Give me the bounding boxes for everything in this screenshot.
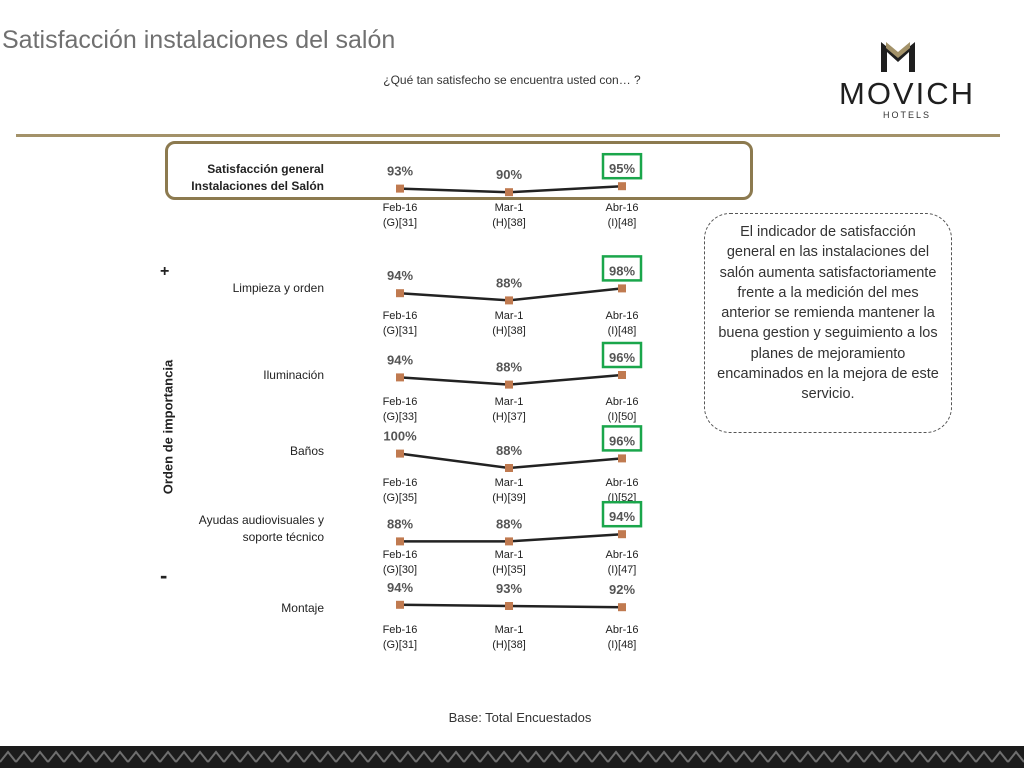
value-label-2-1: 88% bbox=[495, 359, 523, 375]
data-marker-1-2 bbox=[618, 284, 626, 292]
sample-label-1-2: (I)[48] bbox=[607, 325, 637, 337]
value-label-5-0: 94% bbox=[386, 579, 414, 595]
page-title: Satisfacción instalaciones del salón bbox=[2, 26, 396, 54]
sample-label-0-2: (I)[48] bbox=[607, 217, 637, 229]
data-marker-4-2 bbox=[618, 530, 626, 538]
sample-label-2-0: (G)[33] bbox=[382, 411, 418, 423]
row-label-limpieza: Limpieza y orden bbox=[232, 281, 324, 295]
sample-label-2-1: (H)[37] bbox=[492, 411, 526, 423]
value-label-1-2: 98% bbox=[608, 263, 636, 279]
period-label-1-1: Mar-1 bbox=[494, 310, 524, 322]
sample-label-3-1: (H)[39] bbox=[492, 492, 526, 504]
row-label-banos: Baños bbox=[289, 444, 324, 458]
data-marker-2-2 bbox=[618, 371, 626, 379]
period-label-2-0: Feb-16 bbox=[382, 396, 418, 408]
value-label-5-2: 92% bbox=[608, 582, 636, 598]
data-marker-1-1 bbox=[505, 296, 513, 304]
value-label-2-0: 94% bbox=[386, 352, 414, 368]
data-marker-4-1 bbox=[505, 537, 513, 545]
period-label-1-0: Feb-16 bbox=[382, 310, 418, 322]
value-label-3-1: 88% bbox=[495, 443, 523, 458]
sample-label-2-2: (I)[50] bbox=[607, 411, 637, 423]
period-label-3-2: Abr-16 bbox=[605, 477, 639, 489]
sample-label-4-2: (I)[47] bbox=[607, 564, 637, 576]
period-label-0-2: Abr-16 bbox=[605, 202, 639, 214]
value-label-0-1: 90% bbox=[495, 167, 523, 183]
period-label-0-1: Mar-1 bbox=[494, 202, 524, 214]
sample-label-3-2: (I)[52] bbox=[607, 492, 637, 504]
data-marker-0-1 bbox=[505, 188, 513, 196]
data-marker-2-1 bbox=[505, 381, 513, 389]
sample-label-1-1: (H)[38] bbox=[492, 325, 526, 337]
sample-label-0-0: (G)[31] bbox=[382, 217, 418, 229]
period-label-4-2: Abr-16 bbox=[605, 549, 639, 561]
value-label-1-1: 88% bbox=[495, 275, 523, 291]
value-label-0-2: 95% bbox=[608, 161, 636, 177]
survey-question: ¿Qué tan satisfecho se encuentra usted con… ? bbox=[383, 73, 641, 87]
sample-label-4-0: (G)[30] bbox=[382, 564, 418, 576]
sample-label-1-0: (G)[31] bbox=[382, 325, 418, 337]
minus-sign: - bbox=[160, 563, 168, 588]
period-label-4-0: Feb-16 bbox=[382, 549, 418, 561]
sample-label-5-2: (I)[48] bbox=[607, 639, 637, 651]
data-marker-5-1 bbox=[505, 602, 513, 610]
sample-label-4-1: (H)[35] bbox=[492, 564, 526, 576]
data-marker-3-0 bbox=[396, 450, 404, 458]
period-label-5-0: Feb-16 bbox=[382, 624, 418, 636]
row-label-general-line2: Instalaciones del Salón bbox=[191, 179, 324, 193]
sample-label-0-1: (H)[38] bbox=[492, 217, 526, 229]
period-label-2-1: Mar-1 bbox=[494, 396, 524, 408]
value-label-0-0: 93% bbox=[386, 163, 414, 179]
data-marker-4-0 bbox=[396, 537, 404, 545]
row-label-iluminacion: Iluminación bbox=[263, 368, 324, 382]
row-label-ayudas-line2: soporte técnico bbox=[242, 530, 324, 544]
value-label-3-2: 96% bbox=[608, 433, 636, 449]
value-label-4-1: 88% bbox=[495, 516, 523, 532]
period-label-4-1: Mar-1 bbox=[494, 549, 524, 561]
value-label-4-0: 88% bbox=[386, 516, 414, 532]
period-label-2-2: Abr-16 bbox=[605, 396, 639, 408]
data-marker-0-0 bbox=[396, 185, 404, 193]
value-label-2-2: 96% bbox=[608, 350, 636, 365]
footer-band bbox=[0, 746, 1024, 768]
data-marker-5-0 bbox=[396, 601, 404, 609]
value-label-4-2: 94% bbox=[608, 509, 636, 525]
period-label-0-0: Feb-16 bbox=[382, 202, 418, 214]
row-label-montaje: Montaje bbox=[281, 601, 324, 615]
data-marker-3-1 bbox=[505, 464, 513, 472]
logo-brand-text: MOVICH bbox=[839, 76, 975, 111]
sample-label-3-0: (G)[35] bbox=[382, 492, 418, 504]
base-note: Base: Total Encuestados bbox=[448, 710, 592, 725]
period-label-5-1: Mar-1 bbox=[494, 624, 524, 636]
value-label-3-0: 100% bbox=[383, 428, 417, 444]
value-label-1-0: 94% bbox=[386, 268, 414, 284]
insight-callout: El indicador de satisfacción general en las instalaciones del salón aumenta satisfactoriamente frente a la medición del mes anterior se remienda mantener la buena gestion y seguimiento a los planes de mejoramiento encaminados en la mejora de este servicio. bbox=[704, 213, 952, 433]
data-marker-0-2 bbox=[618, 182, 626, 190]
logo-sub-text: HOTELS bbox=[882, 110, 932, 120]
data-marker-5-2 bbox=[618, 603, 626, 611]
period-label-3-0: Feb-16 bbox=[382, 477, 418, 489]
importance-axis-label: Orden de importancia bbox=[160, 359, 176, 495]
row-label-general-line1: Satisfacción general bbox=[207, 162, 324, 176]
plus-sign: + bbox=[160, 263, 170, 280]
period-label-3-1: Mar-1 bbox=[494, 477, 524, 489]
row-label-ayudas-line1: Ayudas audiovisuales y bbox=[198, 513, 324, 527]
sample-label-5-1: (H)[38] bbox=[492, 639, 526, 651]
data-marker-3-2 bbox=[618, 454, 626, 462]
period-label-5-2: Abr-16 bbox=[605, 624, 639, 636]
period-label-1-2: Abr-16 bbox=[605, 310, 639, 322]
data-marker-2-0 bbox=[396, 373, 404, 381]
footer-pattern bbox=[0, 746, 1024, 768]
value-label-5-1: 93% bbox=[495, 581, 523, 596]
data-marker-1-0 bbox=[396, 289, 404, 297]
sample-label-5-0: (G)[31] bbox=[382, 639, 418, 651]
